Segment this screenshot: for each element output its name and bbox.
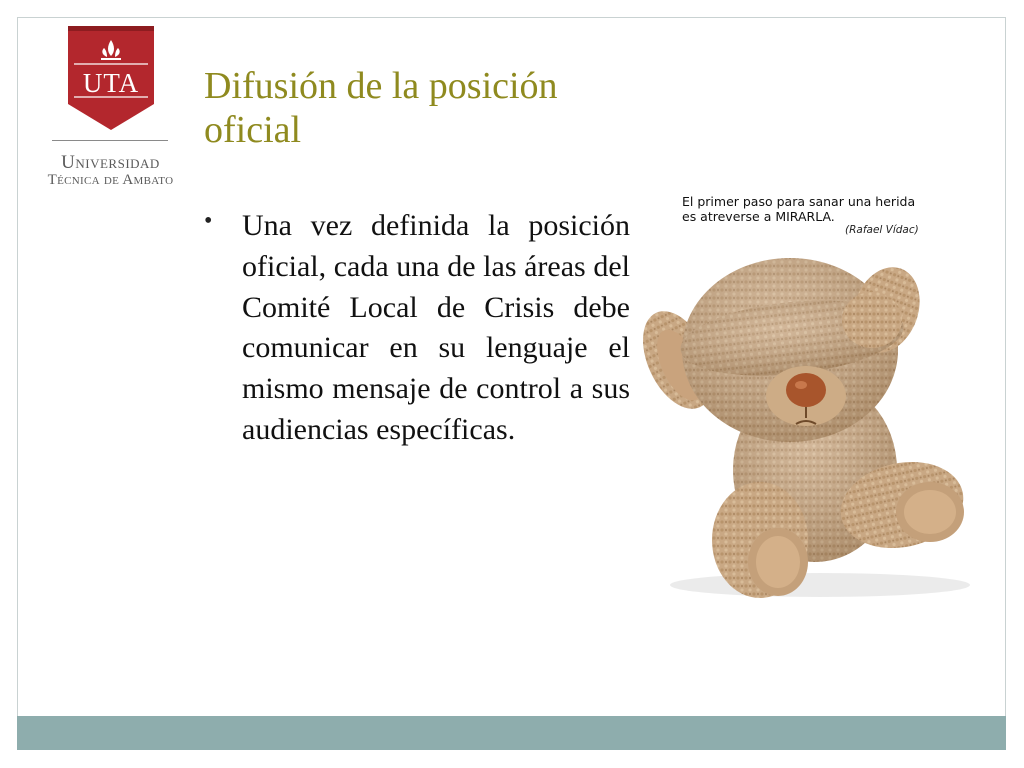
teddy-bear-icon [640, 240, 980, 602]
bullet-text: Una vez definida la posición oficial, cada una de las áreas del Comité Local de Crisis debe comunicar en su lenguaje el mismo mensaje de control a sus audiencias específicas. [242, 209, 630, 446]
teddy-picture [640, 190, 980, 605]
slide-title: Difusión de la posición oficial [204, 65, 558, 151]
logo-name-line1: Universidad [61, 152, 160, 173]
footer-bar [17, 716, 1006, 750]
bullet-item [200, 206, 630, 451]
quote-line-2: es atreverse a MIRARLA. [682, 209, 835, 224]
quote-line-1: El primer paso para sanar una herida [682, 194, 916, 209]
university-logo [38, 26, 183, 191]
bullet-dot-icon: • [204, 208, 213, 234]
quote-author: (Rafael Vídac) [845, 224, 919, 236]
logo-divider [52, 140, 168, 141]
bullet-list [200, 206, 630, 451]
logo-name-line2: Técnica de Ambato [47, 172, 174, 188]
badge-text: UTA [82, 68, 140, 98]
uta-badge-icon [68, 26, 154, 130]
